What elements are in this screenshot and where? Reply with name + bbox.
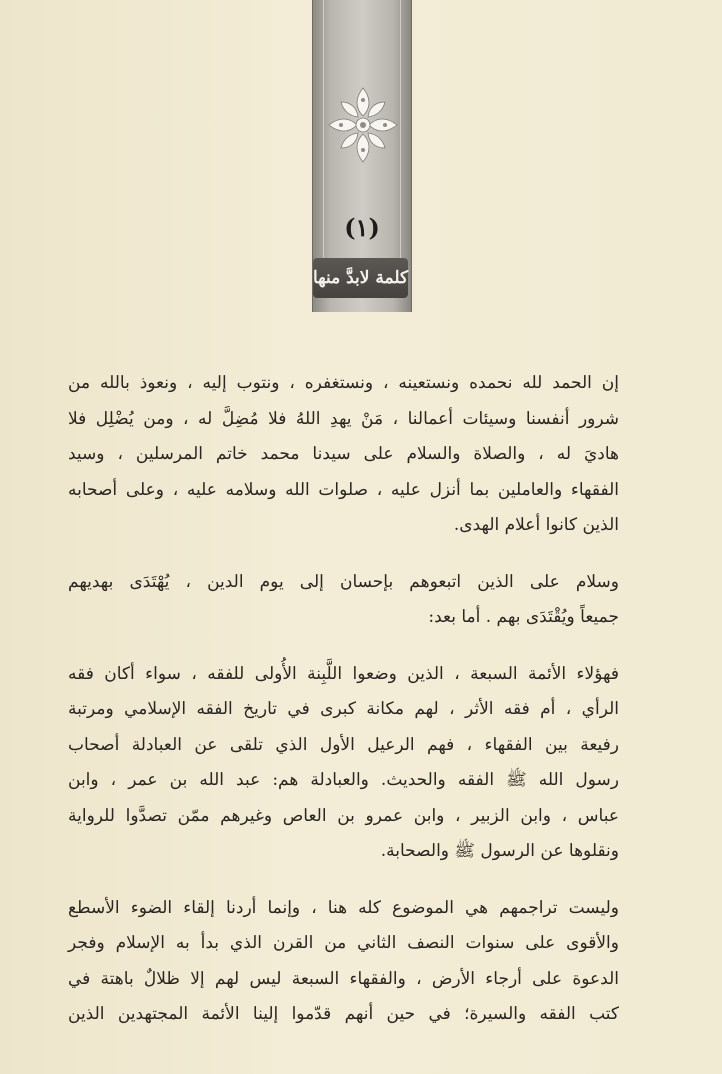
text-line: الدعوة على أرجاء الأرض ، والفقهاء السبعة ليس لهم إلا ظلالٌ باهتة في: [68, 968, 619, 989]
text-line: والأقوى على سنوات النصف الثاني من القرن الذي بدأ به الإسلام وفجر: [68, 933, 619, 953]
text-line: فهؤلاء الأئمة السبعة ، الذين وضعوا اللَّبِنة الأُولى للفقه ، سواء أكان فقه: [68, 663, 619, 684]
chapter-title: كلمة لابدَّ منها: [312, 268, 409, 288]
text-line: وسلام على الذين اتبعوهم بإحسان إلى يوم الدين ، يُهْتَدَى بهديهم: [68, 571, 619, 592]
floral-ornament-icon: [327, 86, 399, 164]
text-line: الفقهاء والعاملين بما أنزل عليه ، صلوات الله وسلامه عليه ، وعلى أصحابه: [68, 479, 619, 500]
paragraph-4: [68, 891, 647, 1033]
text-line: رسول الله ﷺ الفقه والحديث. والعبادلة هم: عبد الله بن عمر ، وابن: [68, 770, 619, 790]
text-line: هاديَ له ، والصلاة والسلام على سيدنا محمد خاتم المرسلين ، وسيد: [68, 444, 619, 464]
paragraph-3: [68, 657, 647, 870]
chapter-title-plate: [313, 258, 408, 298]
body-text: [68, 366, 647, 1054]
paragraph-1: [68, 366, 647, 544]
text-line: رفيعة بين الفقهاء ، فهم الرعيل الأول الذي تلقى عن العبادلة أصحاب: [68, 734, 619, 755]
paragraph-2: [68, 565, 647, 636]
chapter-number: (١): [344, 213, 380, 242]
text-line: جميعاً ويُقْتَدَى بهم . أما بعد:: [428, 607, 619, 627]
text-line: الذين كانوا أعلام الهدى.: [453, 515, 619, 535]
text-line: وليست تراجمهم هي الموضوع كله هنا ، وإنما أردنا إلقاء الضوء الأسطع: [68, 897, 619, 918]
text-line: الرأي ، أم فقه الأثر ، لهم مكانة كبرى في تاريخ الفقه الإسلامي ومرتبة: [68, 699, 619, 719]
text-line: كتب الفقه والسيرة؛ في حين أنهم قدّموا إلينا الأئمة المجتهدين الذين: [68, 1004, 619, 1024]
text-line: عباس ، وابن الزبير ، وابن عمرو بن العاص وغيرهم ممّن تصدَّوا للرواية: [68, 805, 619, 826]
text-line: شرور أنفسنا وسيئات أعمالنا ، مَنْ يهدِ اللهُ فلا مُضِلَّ له ، ومن يُضْلِل فلا: [68, 408, 619, 429]
text-line: ونقلوها عن الرسول ﷺ والصحابة.: [380, 841, 619, 861]
text-line: إن الحمد لله نحمده ونستعينه ، ونستغفره ، ونتوب إليه ، ونعوذ بالله من: [68, 373, 619, 393]
